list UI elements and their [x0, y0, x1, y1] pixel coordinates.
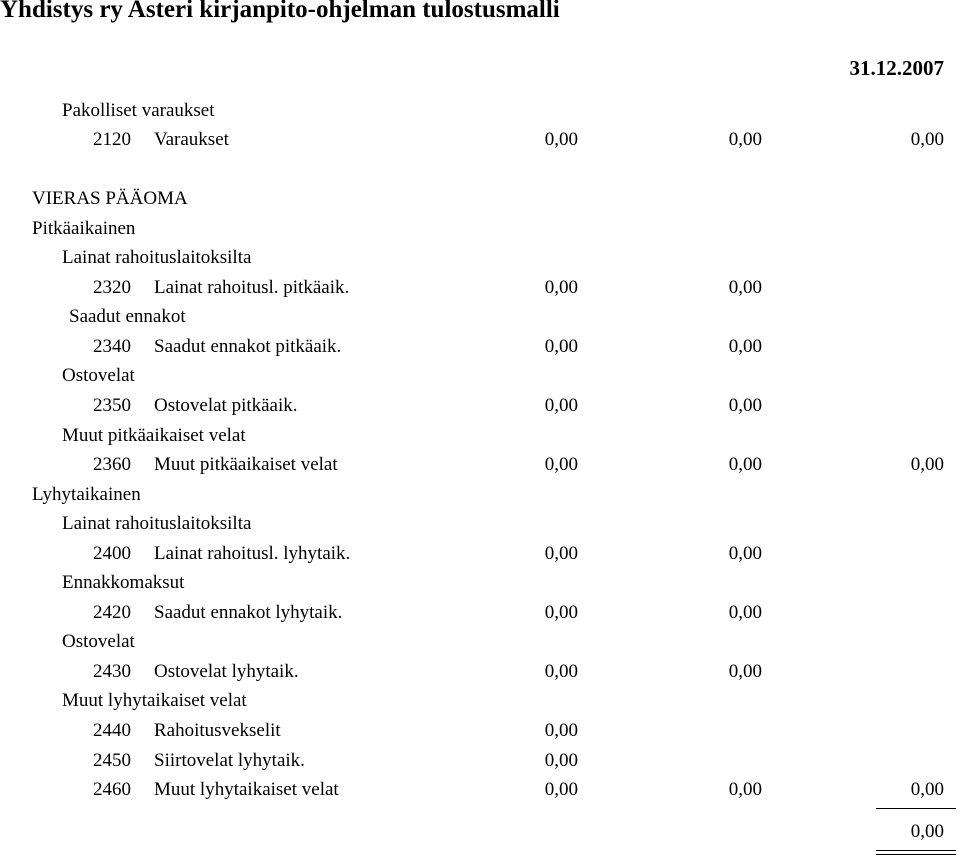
account-name: Muut lyhytaikaiset velat: [154, 779, 339, 800]
value-col1: 0,00: [544, 454, 578, 475]
account-name: Ostovelat lyhytaik.: [154, 661, 299, 682]
value-col1: 0,00: [544, 602, 578, 623]
value-col2: 0,00: [728, 395, 762, 416]
value-col1: 0,00: [544, 543, 578, 564]
group-label: Ostovelat: [62, 631, 135, 652]
report-title: Yhdistys ry Asteri kirjanpito-ohjelman tulostusmalli: [0, 0, 560, 23]
account-code: 2460: [93, 779, 131, 800]
section-heading: VIERAS PÄÄOMA: [32, 188, 188, 209]
group-label: Ennakkomaksut: [62, 572, 185, 593]
subsection-heading: Pitkäaikainen: [32, 218, 136, 239]
group-label: Muut pitkäaikaiset velat: [62, 425, 246, 446]
value-col1: 0,00: [544, 779, 578, 800]
subsection-heading: Lyhytaikainen: [32, 484, 141, 505]
group-label: Ostovelat: [62, 365, 135, 386]
account-code: 2420: [93, 602, 131, 623]
value-col1: 0,00: [544, 336, 578, 357]
account-name: Rahoitusvekselit: [154, 720, 281, 741]
value-col2: 0,00: [728, 336, 762, 357]
value-col1: 0,00: [544, 129, 578, 150]
group-label: Muut lyhytaikaiset velat: [62, 690, 247, 711]
account-code: 2320: [93, 277, 131, 298]
value-col3: 0,00: [910, 129, 944, 150]
group-label: Saadut ennakot: [69, 306, 186, 327]
account-code: 2120: [93, 129, 131, 150]
account-name: Saadut ennakot pitkäaik.: [154, 336, 342, 357]
value-col2: 0,00: [728, 454, 762, 475]
account-name: Saadut ennakot lyhytaik.: [154, 602, 343, 623]
value-col1: 0,00: [544, 720, 578, 741]
account-name: Lainat rahoitusl. pitkäaik.: [154, 277, 350, 298]
value-col3: 0,00: [910, 454, 944, 475]
account-code: 2450: [93, 750, 131, 771]
account-name: Lainat rahoitusl. lyhytaik.: [154, 543, 351, 564]
value-col2: 0,00: [728, 779, 762, 800]
account-name: Muut pitkäaikaiset velat: [154, 454, 338, 475]
account-code: 2340: [93, 336, 131, 357]
account-code: 2440: [93, 720, 131, 741]
value-col2: 0,00: [728, 129, 762, 150]
value-col2: 0,00: [728, 661, 762, 682]
account-code: 2360: [93, 454, 131, 475]
value-col2: 0,00: [728, 602, 762, 623]
account-name: Varaukset: [154, 129, 229, 150]
report-date: 31.12.2007: [849, 56, 944, 80]
account-name: Siirtovelat lyhytaik.: [154, 750, 305, 771]
value-col2: 0,00: [728, 277, 762, 298]
value-col1: 0,00: [544, 277, 578, 298]
group-label: Pakolliset varaukset: [62, 100, 215, 121]
total-double-rule-bottom: [876, 854, 956, 855]
account-code: 2350: [93, 395, 131, 416]
grand-total: 0,00: [910, 821, 944, 842]
subtotal-rule: [876, 808, 956, 809]
account-name: Ostovelat pitkäaik.: [154, 395, 298, 416]
total-double-rule-top: [876, 850, 956, 851]
value-col1: 0,00: [544, 661, 578, 682]
value-col1: 0,00: [544, 750, 578, 771]
value-col1: 0,00: [544, 395, 578, 416]
account-code: 2430: [93, 661, 131, 682]
value-col2: 0,00: [728, 543, 762, 564]
group-label: Lainat rahoituslaitoksilta: [62, 247, 252, 268]
group-label: Lainat rahoituslaitoksilta: [62, 513, 252, 534]
account-code: 2400: [93, 543, 131, 564]
value-col3: 0,00: [910, 779, 944, 800]
